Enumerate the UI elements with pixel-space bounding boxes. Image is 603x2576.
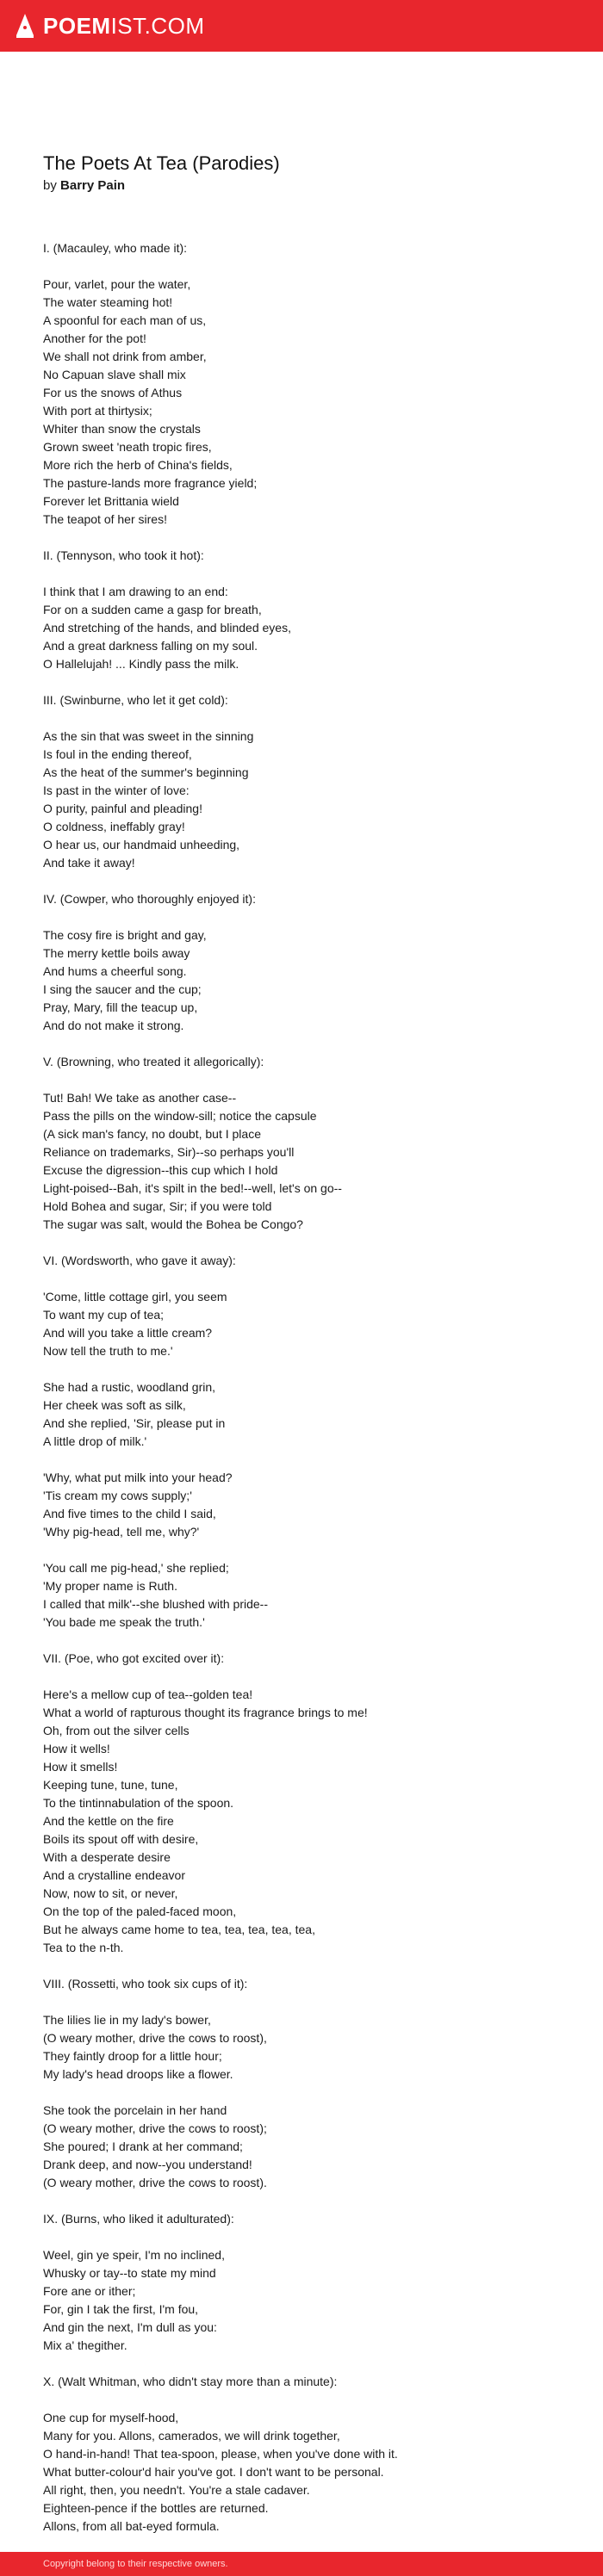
pen-nib-icon[interactable]	[16, 13, 34, 39]
poem-text: I. (Macauley, who made it): Pour, varlet, pour the water, The water steaming hot! A spoonful for each man of us, Another for the pot! We shall not drink from amber, No Capuan slave shall mix For us the snows of Athus With port at thirtysix; Whiter than snow the crystals Grown sweet 'neath tropic fires, More rich the herb of China's fields, The pasture-lands more fragrance yield; Forever let Brittania wield The teapot of her sires! II. (Tennyson, who took it hot): I think that I am drawing to an end: For on a sudden came a gasp for breath, And stretching of the hands, and blinded eyes, And a great darkness falling on my soul. O Hallelujah! ... Kindly pass the milk. III. (Swinburne, who let it get cold): As the sin that was sweet in the sinning Is foul in the ending thereof, As the heat of the summer's beginning Is past in the winter of love: O purity, painful and pleading! O coldness, ineffably gray! O hear us, our handmaid unheeding, And take it away! IV. (Cowper, who thoroughly enjoyed it): The cosy fire is bright and gay, The merry kettle boils away And hums a cheerful song. I sing the saucer and the cup; Pray, Mary, fill the teacup up, And do not make it strong. V. (Browning, who treated it allegorically): Tut! Bah! We take as another case-- Pass the pills on the window-sill; notice the capsule (A sick man's fancy, no doubt, but I place Reliance on trademarks, Sir)--so perhaps you'll Excuse the digression--this cup which I hold Light-poised--Bah, it's spilt in the bed!--well, let's on go-- Hold Bohea and sugar, Sir; if you were told The sugar was salt, would the Bohea be Congo? VI. (Wordsworth, who gave it away): 'Come, little cottage girl, you seem To want my cup of tea; And will you take a little cream? Now tell the truth to me.' She had a rustic, woodland grin, Her cheek was soft as silk, And she replied, 'Sir, please put in A little drop of milk.' 'Why, what put milk into your head? 'Tis cream my cows supply;' And five times to the child I said, 'Why pig-head, tell me, why?' 'You call me pig-head,' she replied; 'My proper name is Ruth. I called that milk'--she blushed with pride-- 'You bade me speak the truth.' VII. (Poe, who got excited over it): Here's a mellow cup of tea--golden tea! What a world of rapturous thought its fragrance brings to me! Oh, from out the silver cells How it wells! How it smells! Keeping tune, tune, tune, To the tintinnabulation of the spoon. And the kettle on the fire Boils its spout off with desire, With a desperate desire And a crystalline endeavor Now, now to sit, or never, On the top of the paled-faced moon, But he always came home to tea, tea, tea, tea, tea, Tea to the n-th. VIII. (Rossetti, who took six cups of it): The lilies lie in my lady's bower, (O weary mother, drive the cows to roost), They faintly droop for a little hour; My lady's head droops like a flower. She took the porcelain in her hand (O weary mother, drive the cows to roost); She poured; I drank at her command; Drank deep, and now--you understand! (O weary mother, drive the cows to roost). IX. (Burns, who liked it adulturated): Weel, gin ye speir, I'm no inclined, Whusky or tay--to state my mind Fore ane or ither; For, gin I tak the first, I'm fou, And gin the next, I'm dull as you: Mix a' thegither. X. (Walt Whitman, who didn't stay more than a minute): One cup for myself-hood, Many for you. Allons, camerados, we will drink together, O hand-in-hand! That tea-spoon, please, when you've done with it. What butter-colour'd hair you've got. I don't want to be personal. All right, then, you needn't. You're a stale cadaver. Eighteen-pence if the bottles are returned. Allons, from all bat-eyed formula.	[43, 241, 398, 2533]
logo-light: IST.COM	[110, 13, 205, 39]
site-logo[interactable]	[43, 15, 205, 37]
copyright-text: Copyright belong to their respective owners.	[43, 2559, 228, 2569]
poem-title: The Poets At Tea (Parodies)	[43, 152, 280, 174]
logo-bold: POEM	[43, 13, 111, 39]
author-name[interactable]: Barry Pain	[60, 178, 126, 193]
byline	[43, 177, 560, 195]
site-header	[0, 0, 603, 52]
site-footer	[0, 2552, 603, 2576]
by-prefix: by	[43, 178, 57, 193]
poem-content	[0, 52, 603, 2536]
